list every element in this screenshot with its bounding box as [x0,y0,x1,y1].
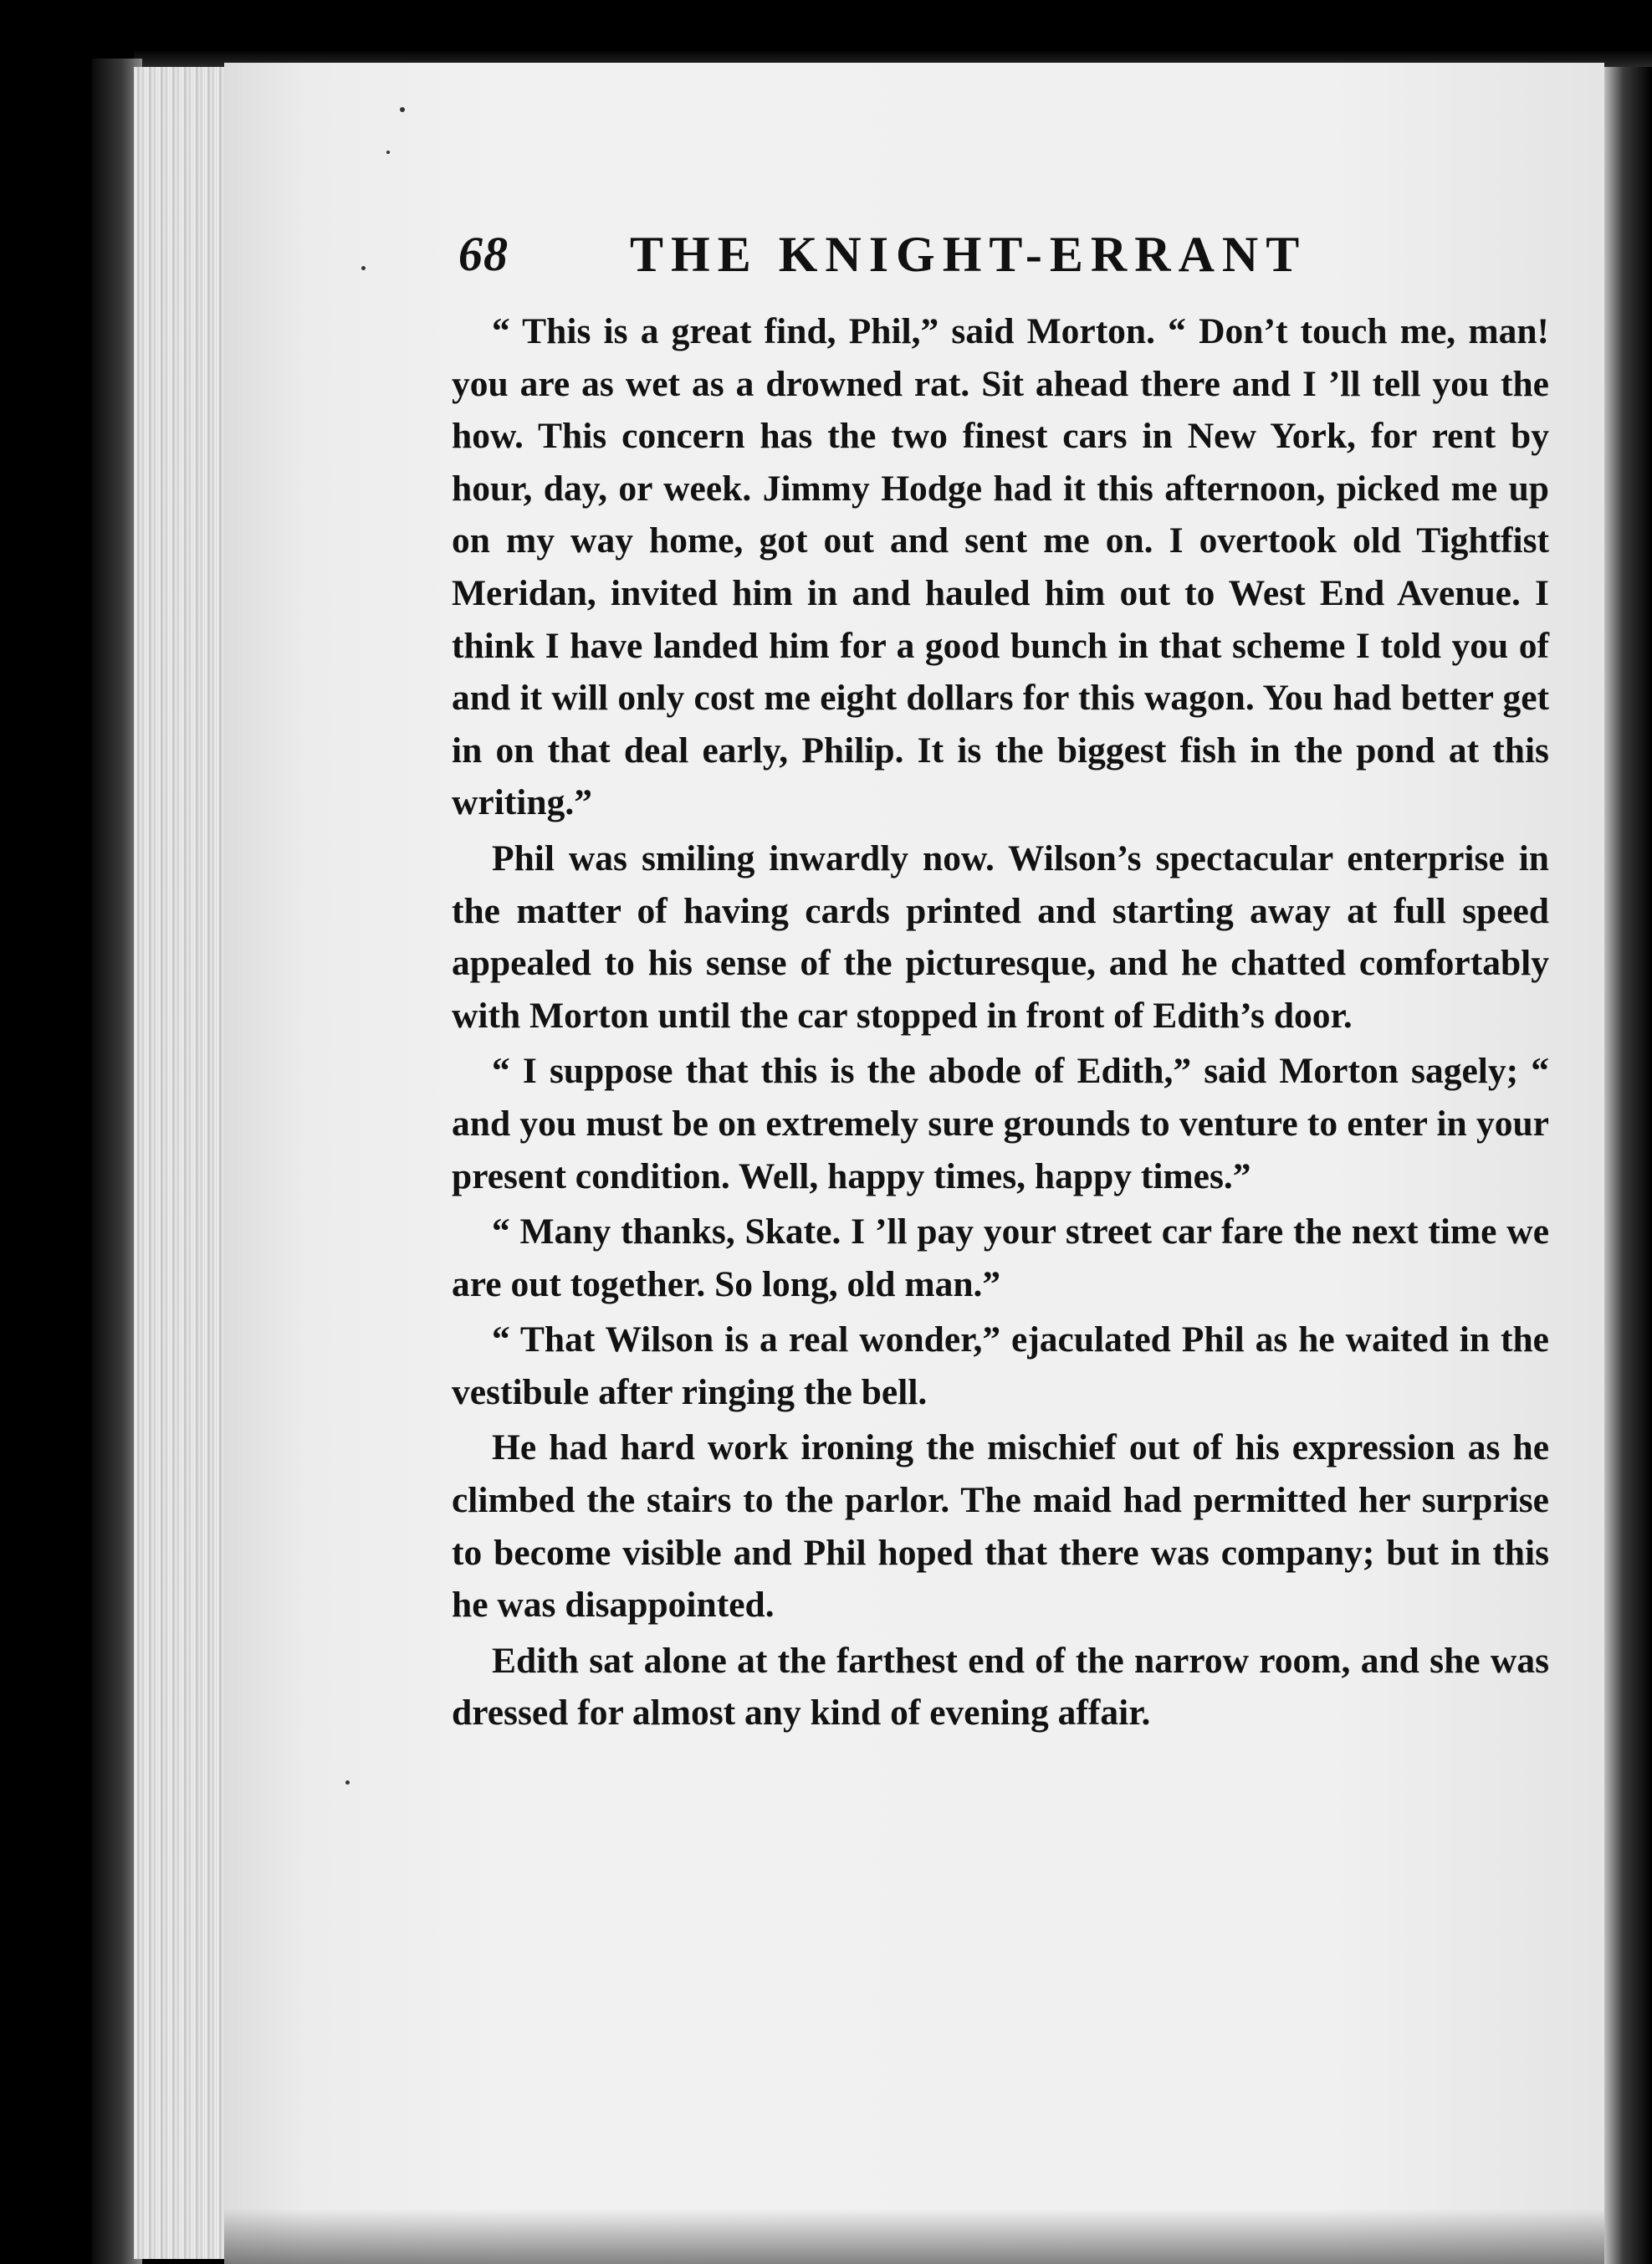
paragraph: “ I suppose that this is the abode of Edith,” said Morton sagely; “ and you must be on extremely sure grounds to venture to enter in your present condition. Well, happy times, happy times.” [452,1051,1549,1196]
scan-bottom-shadow [224,2209,1604,2264]
page-right-edge [1604,67,1652,2264]
paragraph: “ That Wilson is a real wonder,” ejaculated Phil as he waited in the vestibule after ringing the bell. [452,1319,1549,1412]
body-text [452,305,1549,1739]
paragraph: Phil was smiling inwardly now. Wilson’s spectacular enterprise in the matter of having cards printed and starting away at full speed appealed to his sense of the picturesque, and he chatted comfortably with Morton until the car stopped in front of Edith’s door. [452,837,1549,1036]
paragraph: Edith sat alone at the farthest end of the narrow room, and she was dressed for almost any kind of evening affair. [452,1640,1549,1734]
paragraph: “ This is a great find, Phil,” said Morton. “ Don’t touch me, man! you are as wet as a drowned rat. Sit ahead there and I ’ll tell you the how. This concern has the two finest cars in New York, for rent by hour, day, or week. Jimmy Hodge had it this afternoon, picked me up on my way home, got out and sent me on. I overtook old Tightfist Meridan, invited him in and hauled him out to West End Avenue. I think I have landed him for a good bunch in that scheme I told you of and it will only cost me eight dollars for this wagon. You had better get in on that deal early, Philip. It is the biggest fish in the pond at this writing.” [452,311,1549,823]
page-edges [134,67,226,2259]
dust-speck [345,1780,350,1785]
paragraph: “ Many thanks, Skate. I ’ll pay your street car fare the next time we are out together. So long, old man.” [452,1211,1549,1304]
page-header [458,219,1404,295]
running-head: THE KNIGHT-ERRANT [630,227,1307,282]
dust-speck [400,107,405,112]
scan-top-shadow [134,0,1652,71]
page-number: 68 [458,227,509,281]
paragraph: He had hard work ironing the mischief out of his expression as he climbed the stairs to the parlor. The maid had permitted her surprise to become visible and Phil hoped that there was company; but in this he was disappointed. [452,1427,1549,1626]
dust-speck [386,151,390,154]
dust-speck [361,266,366,270]
